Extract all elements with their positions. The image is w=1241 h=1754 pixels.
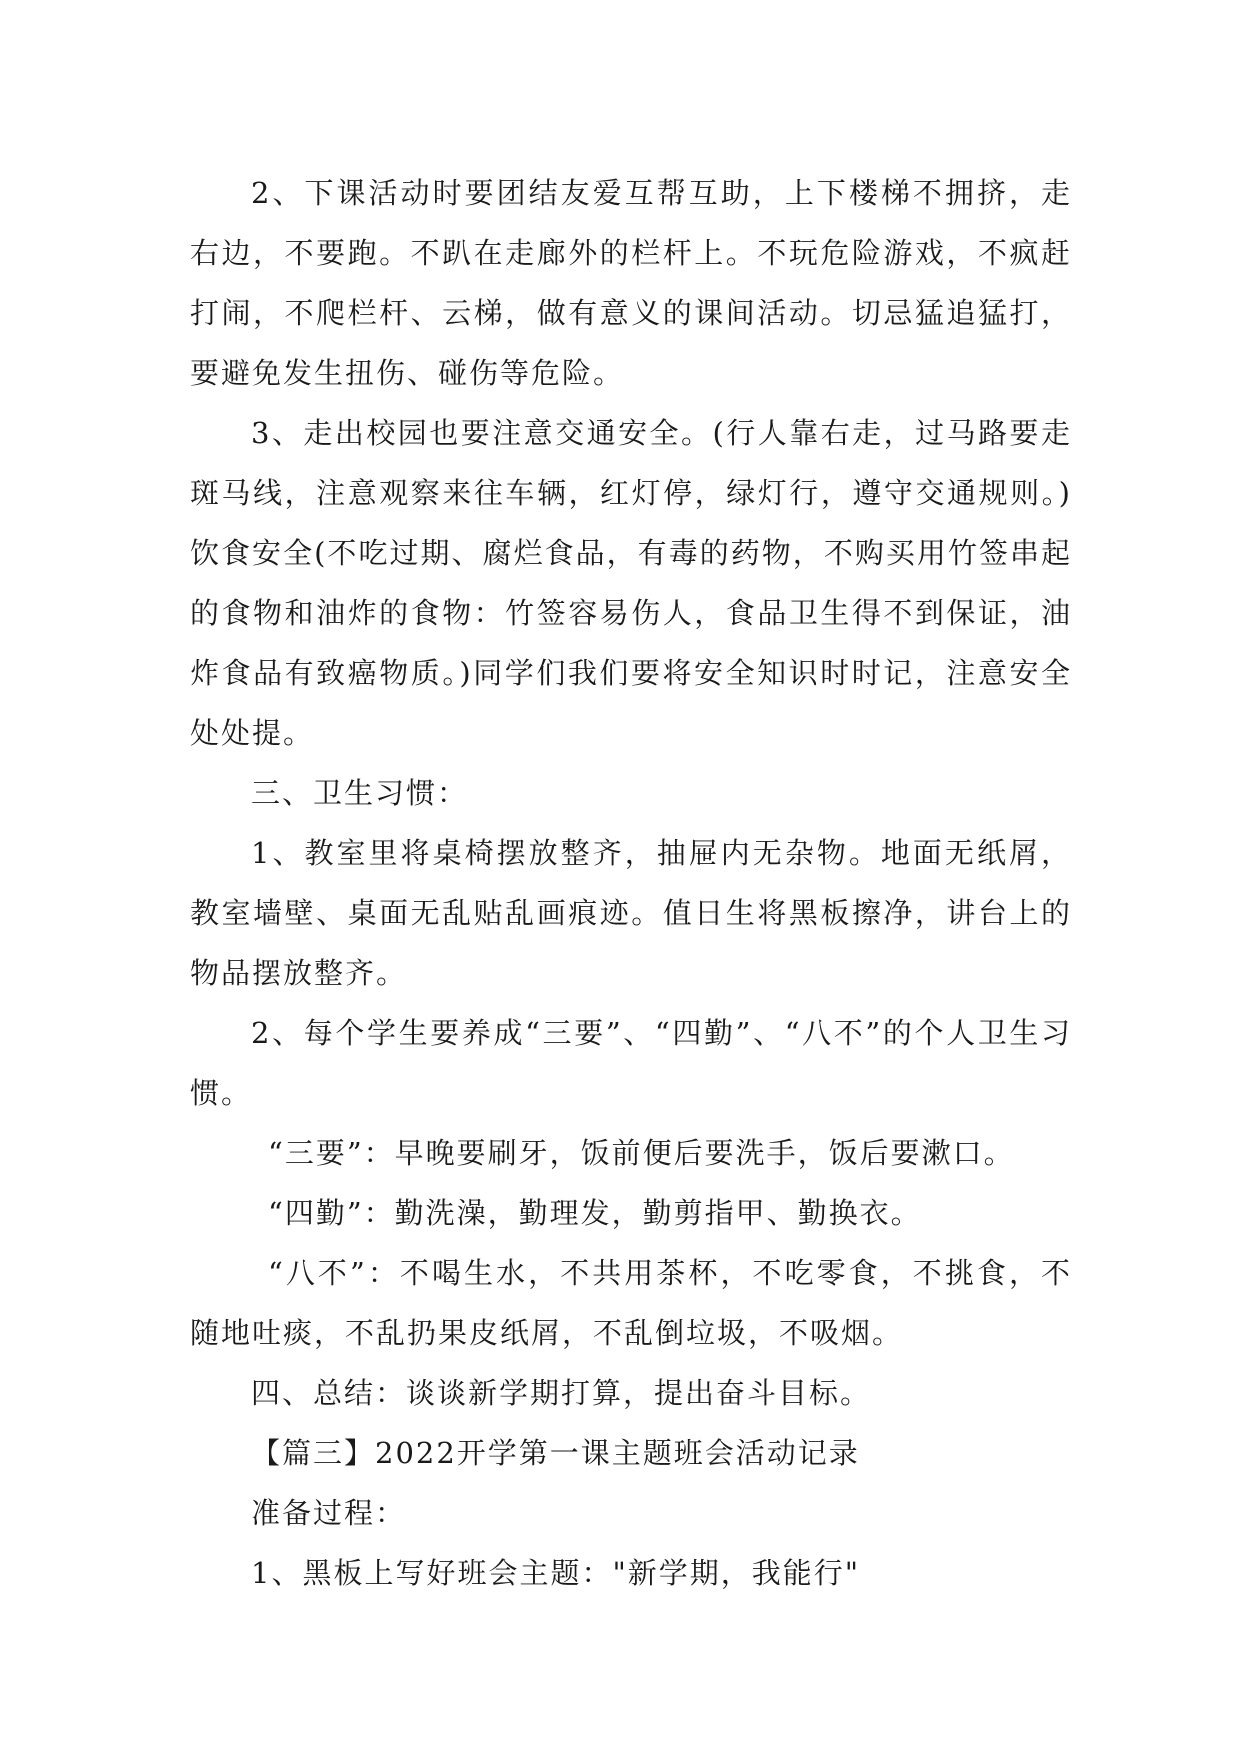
article-heading-part-three: 【篇三】2022开学第一课主题班会活动记录 [251,1436,860,1470]
paragraph-three-musts: “三要”：早晚要刷牙，饭前便后要洗手，饭后要漱口。 [268,1136,1015,1170]
paragraph-traffic-food-safety: 3、走出校园也要注意交通安全。(行人靠右走，过马路要走斑马线，注意观察来往车辆，红灯停，绿灯行，遵守交通规则。)饮食安全(不吃过期、腐烂食品，有毒的药物，不购买用竹签串起的食物和油炸的食物：竹签容易伤人，食品卫生得不到保证，油炸食品有致癌物质。)同学们我们要将安全知识时时记，注意安全处处提。 [190,416,1072,750]
document-body [190,163,1072,1603]
paragraph-activity-safety: 2、下课活动时要团结友爱互帮互助，上下楼梯不拥挤，走右边，不要跑。不趴在走廊外的栏杆上。不玩危险游戏，不疯赶打闹，不爬栏杆、云梯，做有意义的课间活动。切忌猛追猛打，要避免发生扭伤、碰伤等危险。 [190,176,1072,390]
paragraph-classroom-tidiness: 1、教室里将桌椅摆放整齐，抽屉内无杂物。地面无纸屑，教室墙壁、桌面无乱贴乱画痕迹。值日生将黑板擦净，讲台上的物品摆放整齐。 [190,836,1072,990]
section-heading-summary: 四、总结：谈谈新学期打算，提出奋斗目标。 [251,1376,872,1410]
paragraph-four-diligences: “四勤”：勤洗澡，勤理发，勤剪指甲、勤换衣。 [268,1196,922,1230]
section-heading-hygiene: 三、卫生习惯： [251,776,469,810]
paragraph-blackboard-theme: 1、黑板上写好班会主题："新学期，我能行" [251,1556,861,1590]
subheading-preparation: 准备过程： [251,1496,407,1530]
paragraph-eight-donts: “八不”：不喝生水，不共用茶杯，不吃零食，不挑食，不随地吐痰，不乱扔果皮纸屑，不乱倒垃圾，不吸烟。 [190,1256,1072,1350]
paragraph-personal-hygiene: 2、每个学生要养成“三要”、“四勤”、“八不”的个人卫生习惯。 [190,1016,1072,1110]
